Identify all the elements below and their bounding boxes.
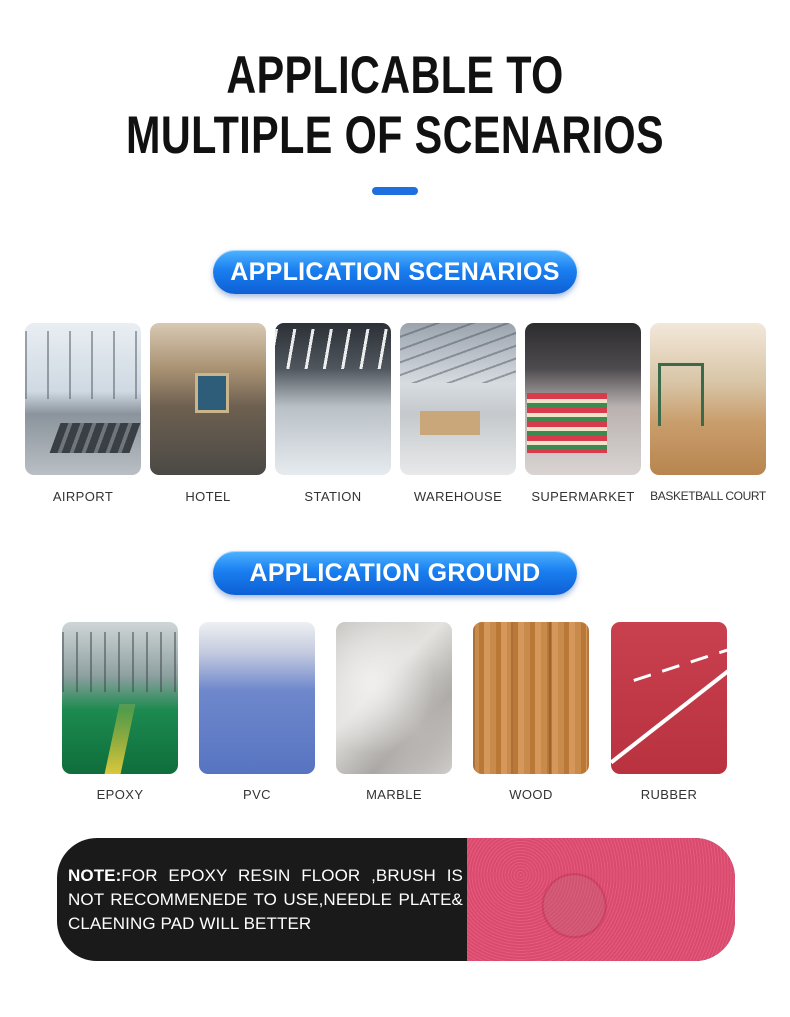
note-body: FOR EPOXY RESIN FLOOR ,BRUSH IS NOT RECOMMENEDE TO USE,NEEDLE PLATE& CLAENING PAD WILL BETTER <box>68 866 463 933</box>
wood-image <box>473 622 589 774</box>
scenario-label-basketball-court: BASKETBALL COURT <box>650 489 766 503</box>
scenario-label-supermarket: SUPERMARKET <box>531 489 635 504</box>
scenario-label-airport: AIRPORT <box>52 489 114 504</box>
title-accent-bar <box>372 187 418 195</box>
ground-label-marble: MARBLE <box>366 787 422 802</box>
supermarket-image <box>525 323 641 475</box>
scenario-label-station: STATION <box>304 489 362 504</box>
rubber-image <box>611 622 727 774</box>
epoxy-image <box>62 622 178 774</box>
warehouse-image <box>400 323 516 475</box>
airport-image <box>25 323 141 475</box>
scenario-label-hotel: HOTEL <box>185 489 231 504</box>
page-title-line2: MULTIPLE OF SCENARIOS <box>126 106 664 165</box>
basketball-court-image <box>650 323 766 475</box>
cleaning-pad-image <box>467 838 735 961</box>
ground-label-rubber: RUBBER <box>640 787 698 802</box>
note-text <box>68 864 463 936</box>
ground-label-pvc: PVC <box>243 787 271 802</box>
application-ground-banner: APPLICATION GROUND <box>213 551 577 595</box>
ground-label-epoxy: EPOXY <box>96 787 144 802</box>
pvc-image <box>199 622 315 774</box>
scenario-label-warehouse: WAREHOUSE <box>413 489 503 504</box>
note-panel <box>57 838 735 961</box>
station-image <box>275 323 391 475</box>
note-prefix: NOTE: <box>68 866 122 885</box>
hotel-image <box>150 323 266 475</box>
ground-label-wood: WOOD <box>509 787 553 802</box>
marble-image <box>336 622 452 774</box>
application-scenarios-banner: APPLICATION SCENARIOS <box>213 250 577 294</box>
page-title-line1: APPLICABLE TO <box>226 46 564 105</box>
